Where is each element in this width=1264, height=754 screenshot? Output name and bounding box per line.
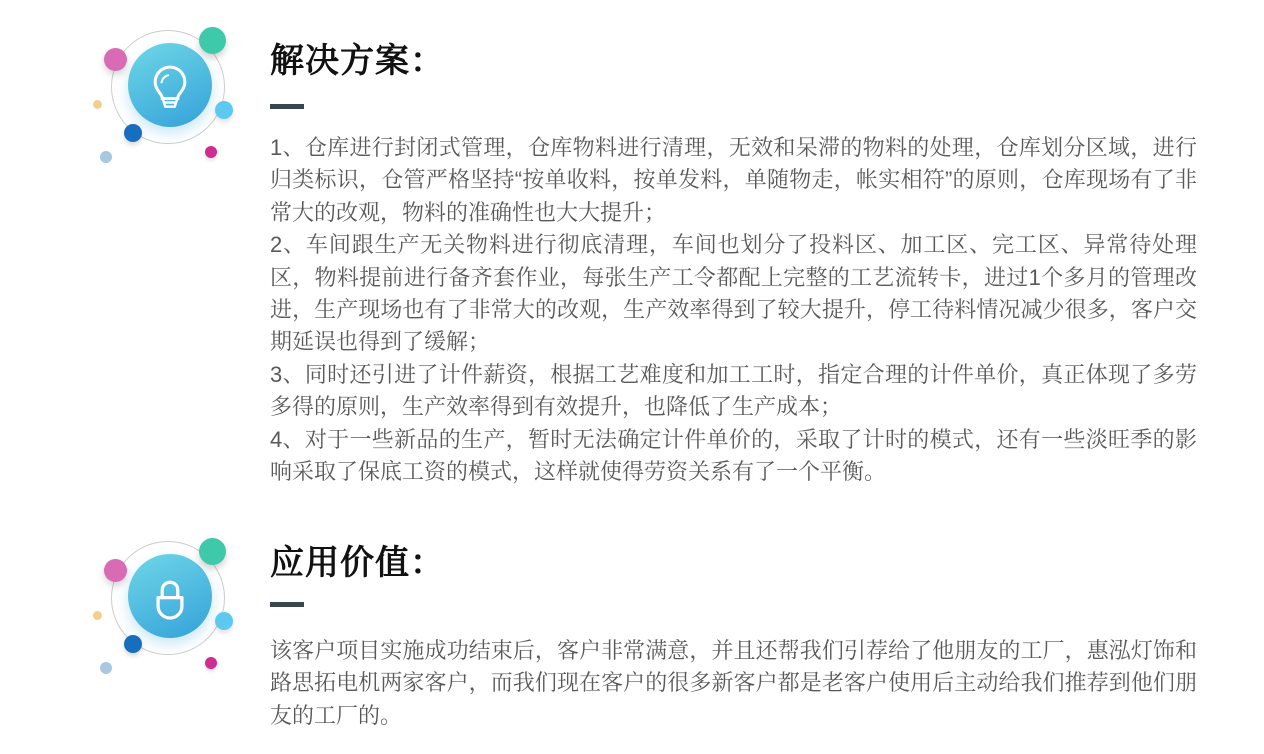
dot-steel-blue [100, 151, 112, 163]
paragraph: 该客户项目实施成功结束后，客户非常满意，并且还帮我们引荐给了他朋友的工厂，惠泓灯饰和路思拓电机两家客户，而我们现在客户的很多新客户都是老客户使用后主动给我们推荐到他们朋友的工厂的。 [270, 638, 1197, 728]
dot-teal [199, 538, 226, 565]
paragraph: 2、车间跟生产无关物料进行彻底清理，车间也划分了投料区、加工区、完工区、异常待处理区，物料提前进行备齐套作业，每张生产工令都配上完整的工艺流转卡，进过1个多月的管理改进，生产现场也有了非常大的改观，生产效率得到了较大提升，停工待料情况减少很多，客户交期延误也得到了缓解； [270, 232, 1197, 355]
dot-pink [104, 559, 127, 582]
dot-sky-blue [215, 612, 233, 630]
solution-title: 解决方案： [270, 42, 445, 80]
paragraph: 1、仓库进行封闭式管理，仓库物料进行清理，无效和呆滞的物料的处理，仓库划分区域，进行归类标识，仓管严格坚持“按单收料，按单发料，单随物走，帐实相符”的原则，仓库现场有了非常大的改观，物料的准确性也大大提升； [270, 135, 1197, 225]
lightbulb-icon [144, 59, 196, 111]
dot-yellow [93, 100, 102, 109]
dot-teal [199, 27, 226, 54]
solution-text [270, 132, 1197, 488]
paragraph: 3、同时还引进了计件薪资，根据工艺难度和加工工时，指定合理的计件单价，真正体现了多劳多得的原则，生产效率得到有效提升，也降低了生产成本； [270, 361, 1197, 420]
title-underline [270, 602, 304, 607]
value-text [270, 635, 1197, 732]
dot-steel-blue [100, 662, 112, 674]
badge-circle [128, 554, 212, 638]
dot-magenta [205, 657, 217, 669]
paragraph: 4、对于一些新品的生产，暂时无法确定计件单价的，采取了计时的模式，还有一些淡旺季的影响采取了保底工资的模式，这样就使得劳资关系有了一个平衡。 [270, 426, 1197, 485]
dot-dark-blue [124, 124, 142, 142]
value-title: 应用价值： [270, 544, 445, 582]
lock-icon [144, 570, 196, 622]
value-icon-cluster [88, 521, 238, 681]
badge-circle [128, 43, 212, 127]
dot-sky-blue [215, 101, 233, 119]
title-underline [270, 104, 304, 109]
dot-yellow [93, 611, 102, 620]
solution-icon-cluster [88, 10, 238, 170]
dot-magenta [205, 146, 217, 158]
dot-dark-blue [124, 635, 142, 653]
dot-pink [104, 48, 127, 71]
